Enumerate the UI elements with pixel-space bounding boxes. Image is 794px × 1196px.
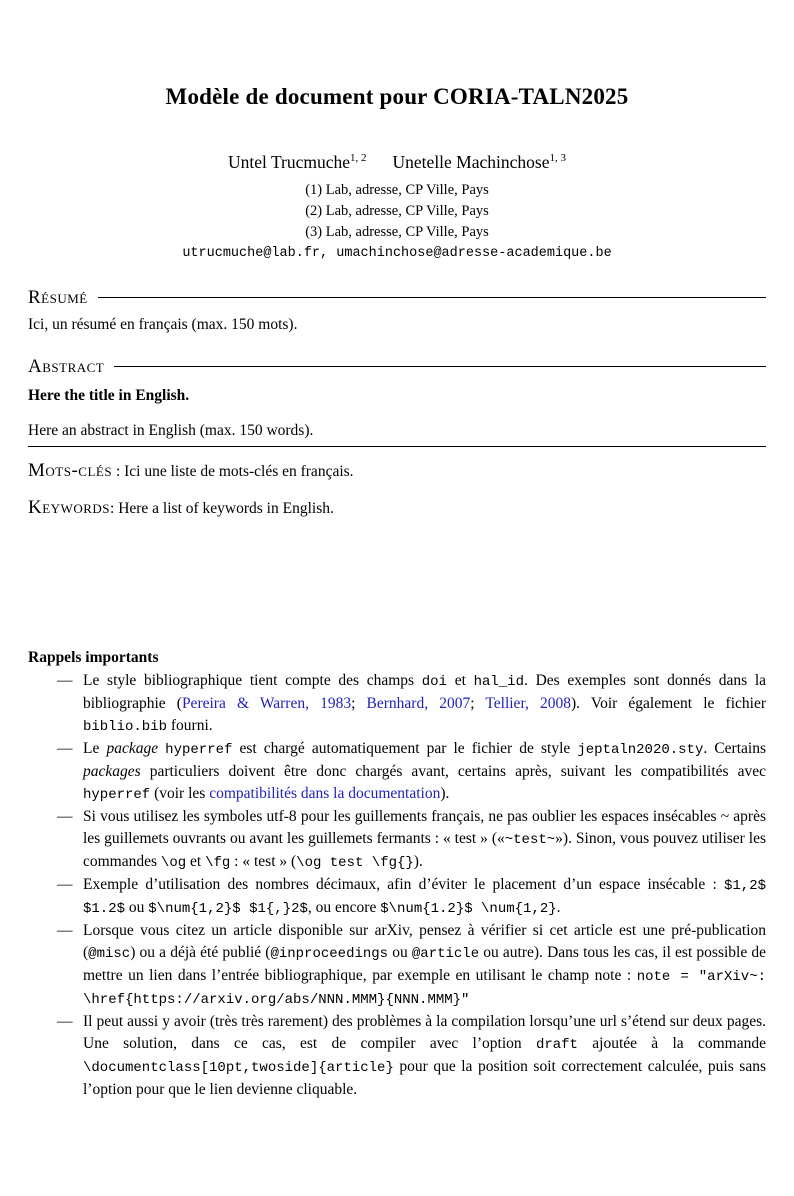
text-span: package: [106, 740, 159, 757]
item-dash-marker: —: [57, 808, 73, 825]
affiliation-line-2: (2) Lab, adresse, CP Ville, Pays: [305, 203, 489, 219]
text-span: et: [447, 672, 474, 689]
text-span: »). Sinon, vous pouvez utiliser les commandes: [83, 830, 767, 870]
code-span: $1,2$ $1.2$: [83, 878, 775, 917]
rappels-item: [57, 874, 775, 920]
abstract-text: Here an abstract in English (max. 150 words).: [28, 420, 766, 447]
document-page: [0, 84, 794, 1101]
mots-cles-line: [28, 459, 766, 484]
text-span: Il peut aussi y avoir (très très rarement) des problèmes à la compilation lorsqu’une url s’étend sur deux pages. Une solution, dans ce cas, est de compiler avec l’option: [83, 1013, 766, 1052]
author-emails: utrucmuche@lab.fr, umachinchose@adresse-academique.be: [182, 246, 612, 261]
text-span: ).: [413, 853, 423, 870]
text-span: et: [186, 853, 206, 870]
text-span: Le style bibliographique tient compte des champs: [83, 672, 422, 689]
rappels-section: [28, 649, 775, 1101]
document-title: Modèle de document pour CORIA-TALN2025: [165, 84, 629, 109]
code-span: jeptaln2020.sty: [577, 742, 704, 758]
resume-section-header: [28, 287, 766, 309]
authors-line: [28, 152, 766, 173]
code-span: hyperref: [83, 787, 151, 803]
text-span: Le: [83, 740, 107, 757]
text-span: ou: [125, 899, 149, 916]
resume-text: Ici, un résumé en français (max. 150 mots).: [28, 316, 298, 333]
text-span: .: [556, 899, 561, 916]
code-span: doi: [421, 674, 447, 690]
code-span: hal_id: [473, 674, 524, 690]
text-span: ). Voir également le fichier: [570, 695, 766, 712]
code-span: \fg: [205, 855, 231, 871]
text-span: fourni.: [167, 717, 213, 734]
abstract-rule: [114, 366, 766, 367]
affiliation-line-3: (3) Lab, adresse, CP Ville, Pays: [305, 224, 489, 240]
author-1-name: Untel Trucmuche: [228, 152, 351, 172]
resume-label: Résumé: [28, 287, 88, 308]
resume-rule: [98, 297, 766, 298]
text-span: . Certains: [703, 740, 766, 757]
text-span: pour que la position soit correctement calculée, puis sans l’option pour que le lien devienne cliquable.: [83, 1058, 766, 1098]
mots-cles-text: Ici une liste de mots-clés en français.: [124, 463, 354, 480]
author-1: [228, 152, 367, 172]
author-1-affiliation-sup: 1, 2: [350, 152, 367, 165]
item-dash-marker: —: [57, 1013, 73, 1030]
code-span: biblio.bib: [83, 719, 168, 735]
code-span: \og test \fg{}: [296, 855, 414, 871]
citation-link[interactable]: compatibilités dans la documentation: [209, 785, 441, 802]
item-dash-marker: —: [57, 672, 73, 689]
rappels-heading: Rappels importants: [28, 649, 159, 666]
code-span: @inproceedings: [270, 946, 389, 962]
text-span: particuliers doivent être donc chargés avant, certains après, suivant les compatibilités avec: [140, 763, 766, 780]
text-span: . Des exemples sont donnés dans la bibliographie (: [83, 672, 766, 712]
abstract-section-header: [28, 356, 766, 378]
code-span: @article: [411, 946, 480, 962]
citation-link[interactable]: Pereira & Warren, 1983: [181, 695, 352, 712]
code-span: ~test~: [504, 832, 556, 848]
author-2-name: Unetelle Machinchose: [392, 152, 550, 172]
item-dash-marker: —: [57, 740, 73, 757]
code-span: $\num{1.2}$ \num{1,2}: [380, 901, 557, 917]
affiliations-block: [28, 180, 766, 243]
rappels-item: [57, 1011, 766, 1101]
text-span: ;: [470, 695, 486, 712]
rappels-item: [57, 738, 766, 806]
code-span: draft: [535, 1037, 578, 1053]
code-span: hyperref: [165, 742, 233, 758]
text-span: ) ou a déjà été publié (: [130, 944, 271, 961]
keywords-line: [28, 496, 766, 521]
mots-cles-colon: :: [112, 463, 125, 480]
text-span: : « test » (: [230, 853, 297, 870]
keywords-text: Here a list of keywords in English.: [118, 500, 334, 517]
text-span: Exemple d’utilisation des nombres décimaux, afin d’éviter le placement d’un espace insécable :: [83, 876, 724, 893]
rappels-item: [57, 806, 766, 874]
text-span: ou: [388, 944, 412, 961]
text-span: ou autre). Dans tous les cas, il est possible de mettre un lien dans l’entrée bibliographique, par exemple en utilisant le champ note :: [83, 944, 767, 984]
keywords-colon: :: [110, 500, 119, 517]
item-dash-marker: —: [57, 876, 73, 893]
rappels-item: [57, 920, 775, 1011]
text-span: , ou encore: [307, 899, 381, 916]
author-2: [393, 152, 566, 172]
item-dash-marker: —: [57, 922, 73, 939]
text-span: est chargé automatiquement par le fichier de style: [232, 740, 578, 757]
text-span: ajoutée à la commande: [577, 1035, 766, 1052]
mots-cles-label: Mots-clés: [28, 460, 113, 481]
rappels-item: [57, 670, 766, 738]
keywords-label: Keywords: [28, 497, 110, 518]
text-span: Lorsque vous citez un article disponible sur arXiv, pensez à vérifier si cet article est une pré-publication (: [83, 922, 766, 961]
author-2-affiliation-sup: 1, 3: [549, 152, 566, 165]
text-span: Si vous utilisez les symboles utf-8 pour les guillements français, ne pas oublier les espaces insécables ~ après les guillemets ouvrants ou avant les guillemets fermants : « test » («: [83, 808, 766, 847]
pdf-page: [0, 84, 794, 1196]
citation-link[interactable]: Bernhard, 2007: [366, 695, 471, 712]
abstract-english-title: Here the title in English.: [28, 387, 190, 404]
code-span: $\num{1,2}$ $1{,}2$: [148, 901, 308, 917]
text-span: packages: [83, 763, 141, 780]
code-span: @misc: [88, 946, 131, 962]
code-span: \og: [160, 855, 187, 871]
abstract-label: Abstract: [28, 356, 105, 377]
text-span: ).: [440, 785, 450, 802]
text-span: (voir les: [150, 785, 210, 802]
rappels-list: [57, 670, 775, 1101]
code-span: \documentclass[10pt,twoside]{article}: [83, 1060, 394, 1076]
citation-link[interactable]: Tellier, 2008: [485, 695, 571, 712]
affiliation-line-1: (1) Lab, adresse, CP Ville, Pays: [305, 182, 489, 198]
code-span: note = "arXiv~: \href{https://arxiv.org/abs/NNN.MMM}{NNN.MMM}": [83, 969, 775, 1008]
text-span: ;: [351, 695, 367, 712]
